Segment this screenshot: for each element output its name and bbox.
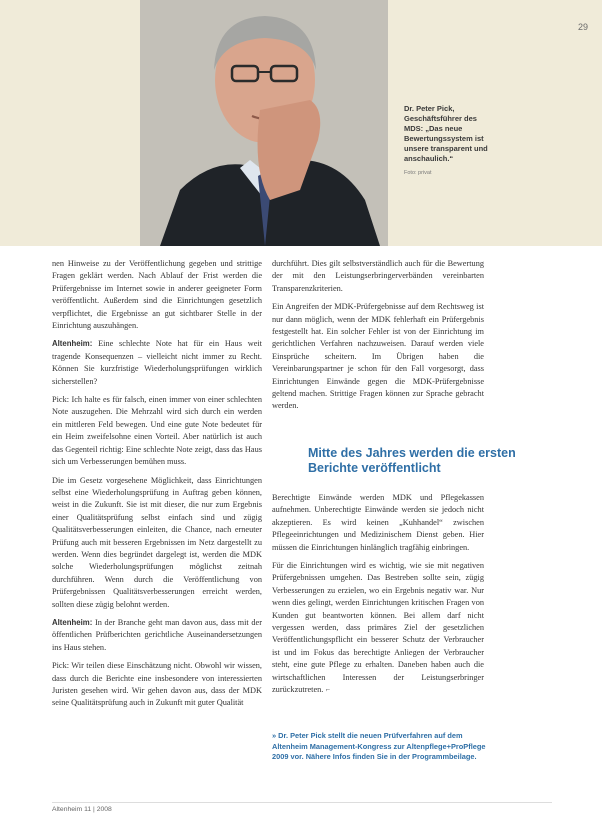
question-text: In der Branche geht man davon aus, dass mit der öffentlichen Prüfberichten gerichtliche Auseinandersetzungen ins Haus stehen. (52, 617, 262, 652)
event-note: » Dr. Peter Pick stellt die neuen Prüfverfahren auf dem Altenheim Management-Kongress zur Altenpflege+ProPflege 2009 vor. Nähere Infos finden Sie in der Programmbeilage. (272, 731, 486, 762)
paragraph: Ein Angreifen der MDK-Prüfergebnisse auf dem Rechtsweg ist nur dann möglich, wenn der MDK fehlerhaft ein Prüfergebnis festgestellt hat. Ein solcher Fehler ist von der Einrichtung im gerichtlichen Verfahren nachzuweisen. Darauf werden viele Einsprüche scheitern. Im Übrigen haben die Vereinbarungspartner je schon für den Fall vorgesorgt, dass Einrichtungen Einwände gegen die MDK-Prüfergebnisse geltend machen. Strittige Fragen können zur Sprache gebracht werden. (272, 302, 484, 411)
paragraph (272, 560, 484, 696)
end-mark-icon: ⌐ (325, 685, 330, 695)
right-text-column (272, 258, 484, 419)
section-subheading: Mitte des Jahres werden die ersten Berichte veröffentlicht (308, 446, 516, 475)
portrait-photo (140, 0, 388, 246)
paragraph-text: Für die Einrichtungen wird es wichtig, wie sie mit negativen Prüfergebnissen umgehen. Das Bestreben sollte sein, zügig Verbesserungen zu erzielen, wo ein Ergebnis negativ war. Nur wenn dies gelingt, werden Einrichtungen kritischen Fragen von Kunden gut beantworten können. Bei allem darf nicht vergessen werden, dass primäres Ziel der gesetzlichen Veröffentlichungspflicht ein besserer Schutz der Verbraucher ist und im Fokus das berechtigte Anliegen der Verbraucher steht, eine gute Pflege zu erhalten. Daneben haben auch die wirtschaftlichen Interessen der Leistungserbringer zurückzutreten. (272, 561, 484, 695)
paragraph: Die im Gesetz vorgesehene Möglichkeit, dass Einrichtungen selbst eine Wiederholungsprüfung in Auftrag geben können, weist in die Zukunft. Sie ist mit dieser, die nur zum Ergebnis einer Qualitätsprüfung selbst einfach sind und zügig Qualitätsverbesserungen einleiten, die Chance, nach erneuter Prüfung auch mit besseren Ergebnissen im Netz dargestellt zu werden. Wenn dies begründet dargelegt ist, werden die MDK solche Wiederholungsprüfungen möglichst zeitnah durchführen. Wenn durch die Veröffentlichung von Prüfergebnissen Qualitätsverbesserungen erreicht werden, sollten diese zügig belohnt werden. (52, 475, 262, 609)
interviewer-label: Altenheim: (52, 339, 93, 349)
portrait-illustration (140, 0, 388, 246)
left-text-column (52, 258, 262, 716)
page-footer: Altenheim 11 | 2008 (52, 806, 112, 813)
question-paragraph (52, 338, 262, 388)
caption-text: Dr. Peter Pick, Geschäftsführer des MDS: „Das neue Bewertungssystem ist unsere transparent und anschaulich.“ (404, 104, 488, 163)
paragraph: durchführt. Dies gilt selbstverständlich auch für die Bewertung der mit den Leistungserbringerverbänden vereinbarten Transparenzkriterien. (272, 259, 484, 293)
paragraph: Berechtigte Einwände werden MDK und Pflegekassen aufnehmen. Unberechtigte Einwände werden sie jedoch nicht akzeptieren. Es wird keinen „Kuhhandel“ zwischen Pflegeeinrichtungen und Medizinischem Dienst geben. Hier müssen die Einrichtungen hinlänglich tragfähig einbringen. (272, 493, 484, 552)
right-text-column-lower (272, 492, 484, 703)
page-number: 29 (578, 22, 589, 32)
question-paragraph (52, 617, 262, 654)
interviewer-label: Altenheim: (52, 617, 93, 627)
paragraph: Pick: Ich halte es für falsch, einen immer von einer schlechten Note auszugehen. Die Mehrzahl wird sich durch ein werden ein mittleren Feld bewegen. Und eine gute Note bedeutet für ein Heim zweifelsohne einen Vorteil. Aber natürlich ist auch das Gegenteil richtig: Eine schlechte Note zeigt, dass das Haus sich um Verbesserungen bemühen muss. (52, 395, 262, 467)
photo-credit: Foto: privat (404, 170, 432, 176)
paragraph: nen Hinweise zu der Veröffentlichung gegeben und strittige Fragen geklärt werden. Nach Ablauf der Frist werden die Prüfergebnisse im Internet sowie in anderer geeigneter Form veröffentlicht. Außerdem sind die Einrichtungen gesetzlich verpflichtet, die Ergebnisse an gut sichtbarer Stelle in der Einrichtung auszuhängen. (52, 259, 262, 331)
paragraph: Pick: Wir teilen diese Einschätzung nicht. Obwohl wir wissen, dass durch die Berichte eine insbesondere von interessierten Juristen gesehen wird. Wir gehen davon aus, dass der MDK seine Qualitätsprüfung auch in Zukunft mit guter Qualität (52, 661, 262, 708)
footer-divider (52, 802, 552, 803)
photo-caption (404, 104, 490, 178)
question-text: Eine schlechte Note hat für ein Haus weit tragende Konsequenzen – vielleicht nicht immer zu Recht. Können Sie kurzfristige Wiederholungsprüfungen wirklich sicherstellen? (52, 339, 262, 386)
